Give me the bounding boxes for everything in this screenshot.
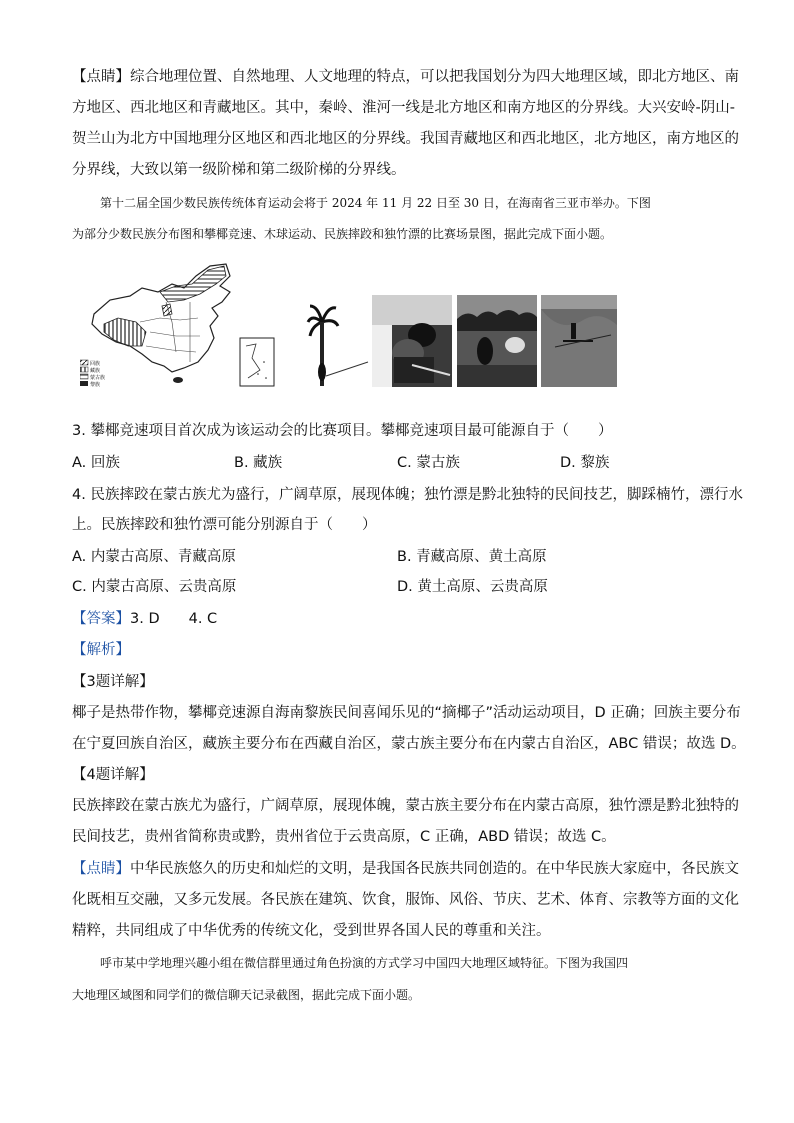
detail3-line-1: 椰子是热带作物，攀椰竞速源自海南黎族民间喜闻乐见的“摘椰子”活动运动项目，D 正确；回族主要分布 <box>72 705 741 721</box>
q4-option-a: A. 内蒙古高原、青藏高原 <box>72 549 236 565</box>
hainan-island <box>173 377 183 383</box>
q4-option-c: C. 内蒙古高原、云贵高原 <box>72 579 237 595</box>
dianjing1-tag: 【点睛】 <box>72 69 130 85</box>
dianjing2-line-3: 精粹，共同组成了中华优秀的传统文化，受到世界各国人民的尊重和关注。 <box>72 923 551 939</box>
detail4-line-1: 民族摔跤在蒙古族尤为盛行，广阔草原，展现体魄，蒙古族主要分布在内蒙古高原，独竹漂是黔北独特的 <box>72 798 739 814</box>
detail4-line-2: 民间技艺，贵州省简称贵或黔，贵州省位于云贵高原，C 正确，ABD 错误；故选 C。 <box>72 829 616 845</box>
dianjing2-tag: 【点睛】 <box>72 861 130 877</box>
dianjing1-line-2: 方地区、西北地区和青藏地区。其中，秦岭、淮河一线是北方地区和南方地区的分界线。大兴安岭-阴山- <box>72 100 735 116</box>
q4-option-d: D. 黄土高原、云贵高原 <box>397 579 548 595</box>
map-legend <box>80 360 105 388</box>
legend-li: 黎族 <box>90 382 101 388</box>
detail3-line-2: 在宁夏回族自治区，藏族主要分布在西藏自治区，蒙古族主要分布在内蒙古自治区，ABC 错误；故选 D。 <box>72 736 746 752</box>
intro-line-2: 为部分少数民族分布图和攀椰竞速、木球运动、民族摔跤和独竹漂的比赛场景图，据此完成下面小题。 <box>72 227 613 241</box>
q4-stem-line-1: 4. 民族摔跤在蒙古族尤为盛行，广阔草原，展现体魄；独竹漂是黔北独特的民间技艺，脚踩楠竹，漂行水 <box>72 487 743 503</box>
ethnic-distribution-map <box>80 262 280 390</box>
answer-tag: 【答案】 <box>72 611 130 627</box>
answer-text: 3. D 4. C <box>130 611 218 627</box>
q3-option-d: D. 黎族 <box>560 455 610 471</box>
legend-tibetan: 藏族 <box>90 368 101 374</box>
detail3-tag: 【3题详解】 <box>72 674 154 690</box>
q3-stem: 3. 攀椰竞速项目首次成为该运动会的比赛项目。攀椰竞速项目最可能源自于（ ） <box>72 423 613 439</box>
q3-option-b: B. 藏族 <box>234 455 283 471</box>
analysis-tag: 【解析】 <box>72 642 130 658</box>
q4-stem-line-2: 上。民族摔跤和独竹漂可能分别源自于（ ） <box>72 517 377 533</box>
legend-hui: 回族 <box>90 361 101 367</box>
dianjing1-line-3: 贺兰山为北方中国地理分区地区和西北地区的分界线。我国青藏地区和西北地区，北方地区，南方地区的 <box>72 131 739 147</box>
answer-line <box>72 608 217 630</box>
south-china-sea-inset <box>240 338 274 386</box>
dianjing1-line-1: 【点睛】综合地理位置、自然地理、人文地理的特点，可以把我国划分为四大地理区域，即北方地区、南 <box>72 69 739 85</box>
dianjing2-line-2: 化既相互交融，又多元发展。各民族在建筑、饮食，服饰、风俗、节庆、艺术、体育、宗教等方面的文化 <box>72 892 739 908</box>
wrestling-photo <box>457 295 537 387</box>
wooden-ball-photo <box>372 295 452 387</box>
legend-mongolian: 蒙古族 <box>90 375 106 381</box>
coconut-climbing-photo <box>306 296 370 388</box>
bamboo-rafting-photo <box>541 295 617 387</box>
outro-line-1: 呼市某中学地理兴趣小组在微信群里通过角色扮演的方式学习中国四大地理区域特征。下图为我国四 <box>100 956 629 970</box>
intro-line-1: 第十二届全国少数民族传统体育运动会将于 2024 年 11 月 22 日至 30 日，在海南省三亚市举办。下图 <box>100 196 651 210</box>
q3-option-c: C. 蒙古族 <box>397 455 460 471</box>
detail4-tag: 【4题详解】 <box>72 767 154 783</box>
dianjing2-line-1: 【点睛】中华民族悠久的历史和灿烂的文明，是我国各民族共同创造的。在中华民族大家庭中，各民族文 <box>72 861 739 877</box>
q4-option-b: B. 青藏高原、黄土高原 <box>397 549 547 565</box>
q3-option-a: A. 回族 <box>72 455 120 471</box>
outro-line-2: 大地理区域图和同学们的微信聊天记录截图，据此完成下面小题。 <box>72 988 421 1002</box>
dianjing1-line-4: 分界线，大致以第一级阶梯和第二级阶梯的分界线。 <box>72 162 406 178</box>
